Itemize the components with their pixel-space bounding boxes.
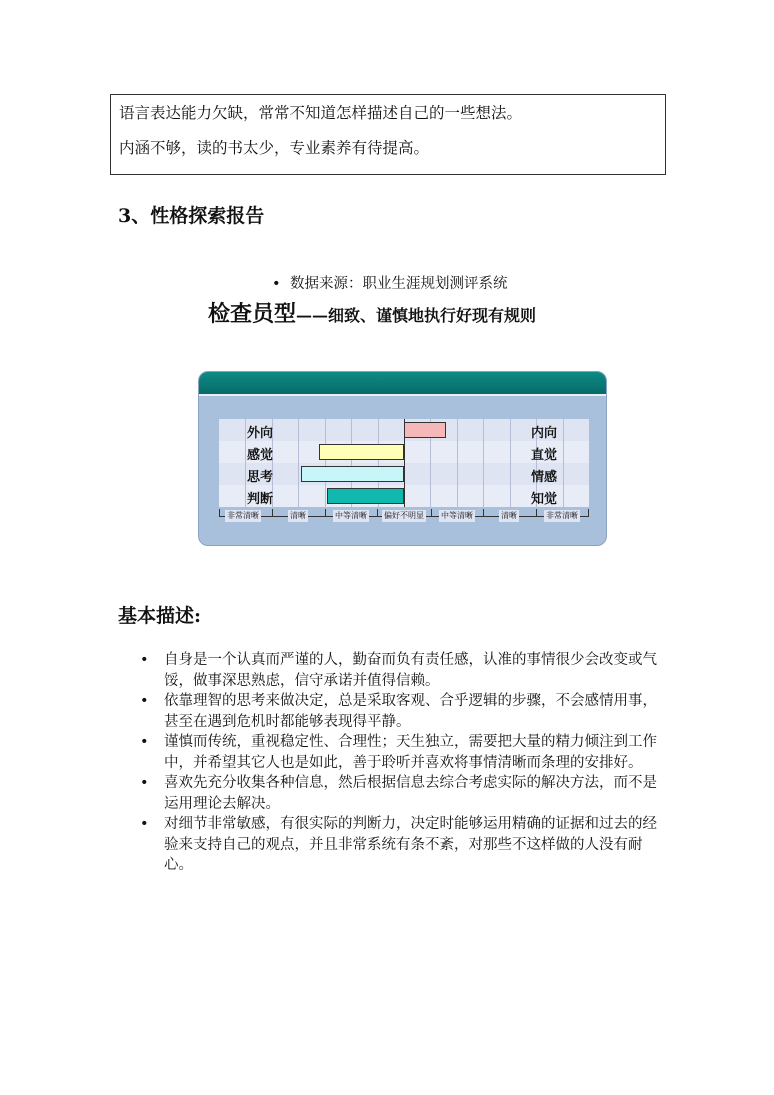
- clarity-scale: [219, 509, 589, 523]
- scale-tick: [483, 509, 484, 517]
- scale-tick: [325, 509, 326, 517]
- chart-gridline: [510, 419, 511, 507]
- chart-bar: [319, 444, 404, 460]
- chart-bar: [404, 422, 446, 438]
- scale-label: 非常清晰: [546, 511, 578, 520]
- scale-tick: [588, 509, 589, 517]
- chart-gridline: [457, 419, 458, 507]
- personality-chart-panel: [198, 371, 607, 546]
- list-item: • 对细节非常敏感，有很实际的判断力，决定时能够运用精确的证据和过去的经验来支持自己的观点，并且非常系统有条不紊，对那些不这样做的人没有耐心。: [140, 814, 670, 876]
- chart-bar: [301, 466, 404, 482]
- basic-description-heading: 基本描述:: [118, 605, 202, 627]
- type-title-sub: ——细致、谨慎地执行好现有规则: [296, 306, 537, 325]
- type-title-main: 检查员型: [208, 301, 297, 327]
- chart-label-left: 判断: [247, 492, 274, 507]
- chart-label-right: 知觉: [531, 492, 558, 507]
- list-item: • 喜欢先充分收集各种信息，然后根据信息去综合考虑实际的解决方法，而不是运用理论去解决。: [140, 773, 670, 814]
- scale-label: 中等清晰: [335, 511, 367, 520]
- weakness-line-1: 语言表达能力欠缺，常常不知道怎样描述自己的一些想法。: [119, 104, 523, 122]
- chart-label-right: 内向: [531, 426, 558, 441]
- list-item: • 自身是一个认真而严谨的人，勤奋而负有责任感，认准的事情很少会改变或气馁，做事深思熟虑，信守承诺并值得信赖。: [140, 650, 670, 691]
- scale-tick: [536, 509, 537, 517]
- chart-gridline: [563, 419, 564, 507]
- weakness-line-2: 内涵不够，读的书太少，专业素养有待提高。: [119, 139, 430, 157]
- section-heading: 3、性格探索报告: [118, 205, 265, 227]
- chart-gridline: [325, 419, 326, 507]
- chart-label-right: 情感: [531, 470, 558, 485]
- scale-tick: [431, 509, 432, 517]
- source-text: 数据来源：职业生涯规划测评系统: [290, 276, 508, 292]
- chart-panel-header: [199, 372, 606, 396]
- scale-label: 清晰: [290, 511, 306, 520]
- chart-label-right: 直觉: [531, 448, 558, 463]
- chart-bar: [327, 488, 404, 504]
- chart-label-left: 思考: [247, 470, 274, 485]
- list-item: • 谨慎而传统，重视稳定性、合理性；天生独立，需要把大量的精力倾注到工作中，并希望其它人也是如此，善于聆听并喜欢将事情清晰而条理的安排好。: [140, 732, 670, 773]
- type-title: [208, 297, 536, 328]
- personality-chart: [219, 419, 589, 529]
- scale-tick: [219, 509, 220, 517]
- scale-label: 清晰: [501, 511, 517, 520]
- source-line: [272, 272, 508, 293]
- scale-label: 非常清晰: [227, 511, 259, 520]
- list-item: • 依靠理智的思考来做决定，总是采取客观、合乎逻辑的步骤，不会感情用事，甚至在遇到危机时都能够表现得平静。: [140, 691, 670, 732]
- bullet-dot-icon: •: [272, 276, 281, 292]
- scale-tick: [377, 509, 378, 517]
- description-list: [140, 650, 670, 876]
- scale-tick: [272, 509, 273, 517]
- chart-label-left: 感觉: [247, 448, 274, 463]
- scale-label: 中等清晰: [441, 511, 473, 520]
- weakness-box: [110, 94, 666, 175]
- scale-label: 偏好不明显: [384, 511, 424, 520]
- chart-label-left: 外向: [247, 426, 274, 441]
- chart-gridline: [483, 419, 484, 507]
- chart-gridline: [298, 419, 299, 507]
